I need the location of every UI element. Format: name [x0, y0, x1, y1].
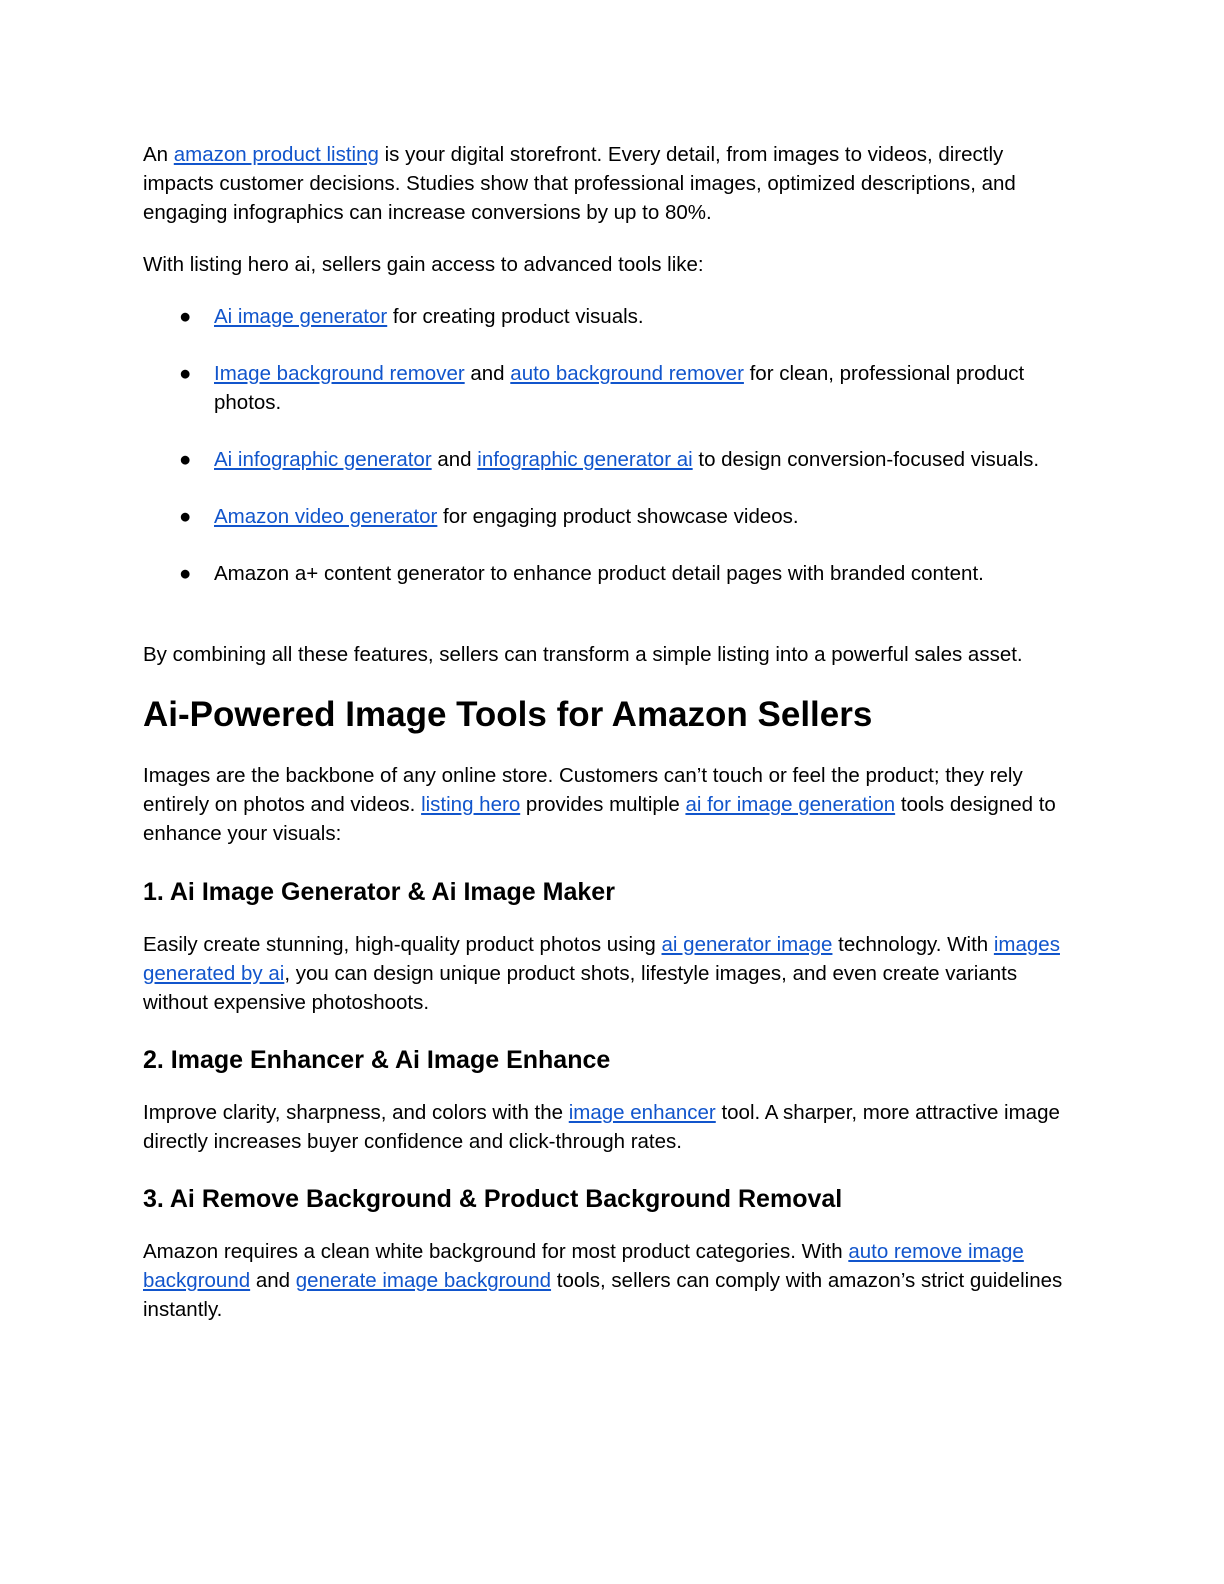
paragraph-text: and	[250, 1269, 296, 1292]
listing-hero-link[interactable]: listing hero	[421, 793, 521, 816]
bullet-icon: ●	[179, 305, 192, 328]
amazon-product-listing-link[interactable]: amazon product listing	[173, 143, 379, 166]
intro-text-post: is your digital storefront. Every detail, from images to videos, directly impacts customer decisions. Studies show that professional images, optimized descriptions, and engaging infographics can increase conversions by up to 80%.	[143, 143, 1016, 224]
section-paragraph	[143, 1098, 1078, 1156]
main-heading: Ai-Powered Image Tools for Amazon Sellers	[143, 695, 873, 734]
paragraph-text: tool. A sharper, more attractive image directly increases buyer confidence and click-through rates.	[143, 1101, 1060, 1153]
section-image-enhancer	[143, 1043, 1078, 1156]
intro-paragraph	[143, 140, 1078, 227]
bullet-icon: ●	[179, 505, 192, 528]
section-heading: 3. Ai Remove Background & Product Background Removal	[143, 1185, 843, 1213]
ai-infographic-generator-link[interactable]: Ai infographic generator	[214, 448, 432, 471]
combining-paragraph: By combining all these features, sellers can transform a simple listing into a powerful sales asset.	[143, 643, 1023, 666]
section-background-removal	[143, 1182, 1078, 1324]
auto-remove-image-background-link[interactable]: auto remove image background	[143, 1240, 1024, 1292]
list-item-text: for creating product visuals.	[387, 305, 644, 328]
list-item	[143, 445, 1078, 474]
section-heading: 1. Ai Image Generator & Ai Image Maker	[143, 878, 615, 906]
section-image-generator	[143, 875, 1078, 1017]
images-generated-by-ai-link[interactable]: images generated by ai	[143, 933, 1060, 985]
auto-background-remover-link[interactable]: auto background remover	[510, 362, 744, 385]
bullet-icon: ●	[179, 562, 192, 585]
paragraph-text: Images are the backbone of any online store. Customers can’t touch or feel the product; they rely entirely on photos and videos.	[143, 764, 1023, 816]
amazon-video-generator-link[interactable]: Amazon video generator	[214, 505, 438, 528]
paragraph-text: tools designed to enhance your visuals:	[143, 793, 1056, 845]
list-item-text: Amazon a+ content generator to enhance product detail pages with branded content.	[214, 562, 984, 585]
paragraph-text: Easily create stunning, high-quality product photos using	[143, 933, 662, 956]
section-heading: 2. Image Enhancer & Ai Image Enhance	[143, 1046, 611, 1074]
section-paragraph	[143, 930, 1078, 1017]
list-item-text: for clean, professional product photos.	[214, 362, 1025, 414]
images-paragraph	[143, 761, 1078, 848]
list-item	[143, 302, 1078, 331]
list-item-text: for engaging product showcase videos.	[437, 505, 799, 528]
intro-text-pre: An	[143, 143, 174, 166]
paragraph-text: tools, sellers can comply with amazon’s strict guidelines instantly.	[143, 1269, 1063, 1321]
list-item	[143, 559, 1078, 588]
list-item	[143, 502, 1078, 531]
list-item	[143, 359, 1078, 417]
paragraph-text: Amazon requires a clean white background for most product categories. With	[143, 1240, 849, 1263]
section-paragraph	[143, 1237, 1078, 1324]
ai-image-generator-link[interactable]: Ai image generator	[214, 305, 388, 328]
paragraph-text: technology. With	[832, 933, 994, 956]
paragraph-text: , you can design unique product shots, lifestyle images, and even create variants without expensive photoshoots.	[143, 962, 1018, 1014]
document-page	[143, 140, 1078, 1350]
paragraph-text: provides multiple	[520, 793, 686, 816]
bullet-icon: ●	[179, 362, 192, 385]
ai-for-image-generation-link[interactable]: ai for image generation	[685, 793, 896, 816]
paragraph-text: Improve clarity, sharpness, and colors with the	[143, 1101, 569, 1124]
generate-image-background-link[interactable]: generate image background	[295, 1269, 552, 1292]
features-list	[143, 302, 1078, 588]
image-background-remover-link[interactable]: Image background remover	[214, 362, 465, 385]
tools-intro-paragraph: With listing hero ai, sellers gain access to advanced tools like:	[143, 253, 704, 276]
infographic-generator-ai-link[interactable]: infographic generator ai	[477, 448, 693, 471]
list-item-text: to design conversion-focused visuals.	[692, 448, 1040, 471]
ai-generator-image-link[interactable]: ai generator image	[661, 933, 833, 956]
bullet-icon: ●	[179, 448, 192, 471]
list-item-text: and	[464, 362, 511, 385]
image-enhancer-link[interactable]: image enhancer	[568, 1101, 716, 1124]
list-item-text: and	[431, 448, 478, 471]
